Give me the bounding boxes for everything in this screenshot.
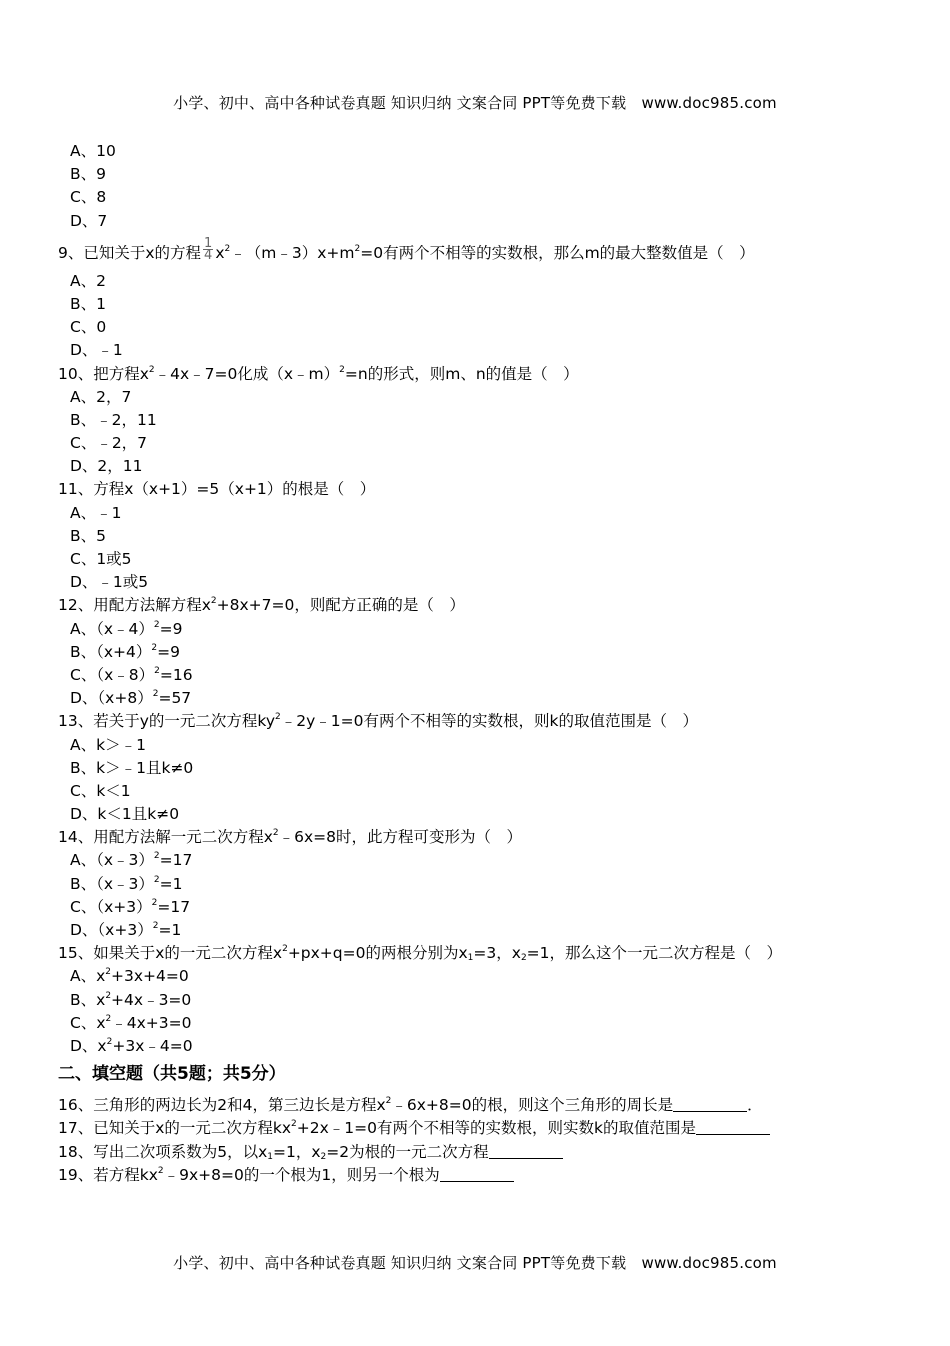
q19-text-a: 19、若方程kx xyxy=(58,1165,158,1184)
option-pre: D、（x+3） xyxy=(70,921,153,939)
q9-option-a: A、2 xyxy=(70,271,106,290)
q14-option-c xyxy=(58,896,898,919)
q11-option-a: A、﹣1 xyxy=(70,503,122,522)
q13-text-a: 13、若关于y的一元二次方程ky xyxy=(58,712,275,731)
question-10 xyxy=(58,363,898,386)
q12-option-a xyxy=(58,618,898,641)
q18-text-b: =1，x xyxy=(273,1142,321,1161)
option-sup: 2 xyxy=(153,619,160,630)
option-sup: 2 xyxy=(105,990,112,1001)
q12-text-a: 12、用配方法解方程x xyxy=(58,596,211,615)
question-17 xyxy=(58,1117,898,1140)
q9-suffix: =0有两个不相等的实数根，那么m的最大整数值是（ ） xyxy=(360,243,755,262)
q16-end: ． xyxy=(747,1096,763,1115)
q9-x: x xyxy=(215,243,225,262)
q10-option-b: B、﹣2，11 xyxy=(70,410,157,429)
q10-text-a: 10、把方程x xyxy=(58,364,149,383)
question-12 xyxy=(58,594,898,617)
option-post: ﹣4x+3=0 xyxy=(111,1013,192,1032)
option-sup: 2 xyxy=(151,642,158,653)
option-post: =9 xyxy=(159,619,183,638)
page-header: 小学、初中、高中各种试卷真题 知识归纳 文案合同 PPT等免费下载 www.doc985.com xyxy=(173,94,777,112)
option-post: +4x﹣3=0 xyxy=(111,990,192,1009)
option-post: =17 xyxy=(159,851,193,870)
q11-option-b: B、5 xyxy=(70,526,106,545)
question-16 xyxy=(58,1094,898,1117)
q16-text-a: 16、三角形的两边长为2和4，第三边长是方程x xyxy=(58,1096,386,1115)
q9-sup2: 2 xyxy=(354,243,361,254)
option-pre: C、（x+3） xyxy=(70,897,152,916)
question-14 xyxy=(58,826,898,849)
option-pre: C、x xyxy=(70,1013,106,1032)
option-post: =9 xyxy=(157,642,180,661)
q11-option-d: D、﹣1或5 xyxy=(70,573,149,592)
q9-option-b: B、1 xyxy=(70,294,106,313)
q14-text-b: ﹣6x=8时，此方程可变形为（ ） xyxy=(278,828,523,847)
question-13 xyxy=(58,710,898,733)
option-pre: B、（x+4） xyxy=(70,642,152,661)
q18-text-c: =2为根的一元二次方程 xyxy=(326,1142,489,1161)
q17-text-b: +2x﹣1=0有两个不相等的实数根，则实数k的取值范围是 xyxy=(296,1119,696,1138)
q15-text-a: 15、如果关于x的一元二次方程x xyxy=(58,944,283,963)
q10-sup2: 2 xyxy=(339,364,345,375)
option-sup: 2 xyxy=(105,967,112,978)
q11-option-c: C、1或5 xyxy=(70,550,132,568)
q10-option-d: D、2，11 xyxy=(70,457,143,476)
q12-option-d xyxy=(58,687,898,710)
option-post: =1 xyxy=(159,874,183,893)
option-sup: 2 xyxy=(151,897,158,908)
q10-text-c: =n的形式，则m、n的值是（ ） xyxy=(344,364,579,383)
q12-sup1: 2 xyxy=(210,596,217,607)
q19-sup1: 2 xyxy=(157,1165,164,1176)
q13-option-a: A、k＞﹣1 xyxy=(70,735,146,754)
option-post: =16 xyxy=(159,665,193,684)
answer-blank[interactable] xyxy=(673,1096,747,1112)
q10-option-a: A、2，7 xyxy=(70,387,132,406)
option-sup: 2 xyxy=(105,1013,112,1024)
option-pre: A、（x﹣3） xyxy=(70,851,154,870)
q9-prefix: 9、已知关于x的方程 xyxy=(58,243,202,262)
q15-option-c xyxy=(58,1012,898,1035)
question-content xyxy=(58,140,898,1187)
q13-option-d: D、k＜1且k≠0 xyxy=(70,805,180,824)
q8-option-b: B、9 xyxy=(70,165,106,184)
q18-sub1: 1 xyxy=(267,1151,273,1162)
question-19 xyxy=(58,1164,898,1187)
q10-text-b: ﹣4x﹣7=0化成（x﹣m） xyxy=(154,364,340,383)
q8-option-a: A、10 xyxy=(70,142,116,160)
page-footer: 小学、初中、高中各种试卷真题 知识归纳 文案合同 PPT等免费下载 www.doc985.com xyxy=(173,1254,777,1272)
q10-sup1: 2 xyxy=(148,364,155,375)
option-post: =17 xyxy=(157,897,191,916)
q15-sub1: 1 xyxy=(467,953,474,964)
q14-option-a xyxy=(58,849,898,872)
fraction-denominator: 4 xyxy=(204,247,213,263)
option-post: +3x﹣4=0 xyxy=(112,1036,193,1055)
q12-option-b xyxy=(58,641,898,664)
answer-blank[interactable] xyxy=(696,1119,770,1135)
q14-option-b xyxy=(58,873,898,896)
q18-sub2: 2 xyxy=(320,1151,327,1162)
q16-text-b: ﹣6x+8=0的根，则这个三角形的周长是 xyxy=(391,1096,674,1115)
option-post: =1 xyxy=(158,921,182,939)
q9-middle: ﹣（m﹣3）x+m xyxy=(230,243,355,262)
section-heading: 二、填空题（共5题；共5分） xyxy=(58,1064,286,1085)
option-sup: 2 xyxy=(152,921,159,931)
q15-text-b: +px+q=0的两根分别为x xyxy=(287,944,468,963)
q15-sub2: 2 xyxy=(520,953,527,964)
q15-option-d xyxy=(58,1035,898,1058)
question-11: 11、方程x（x+1）=5（x+1）的根是（ ） xyxy=(58,480,376,499)
answer-blank[interactable] xyxy=(489,1143,563,1159)
q12-text-b: +8x+7=0，则配方正确的是（ ） xyxy=(216,596,465,615)
q13-text-b: ﹣2y﹣1=0有两个不相等的实数根，则k的取值范围是（ ） xyxy=(280,712,698,731)
q15-sup1: 2 xyxy=(282,944,288,955)
q18-text-a: 18、写出二次项系数为5，以x xyxy=(58,1142,268,1161)
q17-sup1: 2 xyxy=(291,1119,297,1130)
option-pre: D、x xyxy=(70,1036,107,1055)
q10-option-c: C、﹣2，7 xyxy=(70,434,148,453)
option-pre: A、（x﹣4） xyxy=(70,619,154,638)
q15-option-a xyxy=(58,965,898,988)
q13-sup1: 2 xyxy=(275,712,281,723)
option-post: +3x+4=0 xyxy=(111,967,189,986)
option-pre: B、x xyxy=(70,990,106,1009)
option-pre: A、x xyxy=(70,967,106,986)
q15-text-d: =1，那么这个一元二次方程是（ ） xyxy=(526,944,783,963)
q15-option-b xyxy=(58,989,898,1012)
q13-option-c: C、k＜1 xyxy=(70,781,131,800)
option-pre: C、（x﹣8） xyxy=(70,665,155,684)
option-pre: D、（x+8） xyxy=(70,689,153,708)
q9-sup: 2 xyxy=(224,243,231,254)
fraction-quarter xyxy=(203,235,213,263)
question-18 xyxy=(58,1141,898,1164)
option-sup: 2 xyxy=(106,1036,113,1047)
q13-option-b: B、k＞﹣1且k≠0 xyxy=(70,758,194,777)
option-sup: 2 xyxy=(152,689,159,700)
q19-text-b: ﹣9x+8=0的一个根为1，则另一个根为 xyxy=(163,1165,440,1184)
option-post: =57 xyxy=(158,689,192,708)
q17-text-a: 17、已知关于x的一元二次方程kx xyxy=(58,1119,292,1138)
q14-option-d xyxy=(58,919,898,942)
option-sup: 2 xyxy=(153,851,160,862)
q12-option-c xyxy=(58,664,898,687)
question-15 xyxy=(58,942,898,965)
option-sup: 2 xyxy=(153,874,160,885)
q9-option-c: C、0 xyxy=(70,318,107,337)
q8-option-d: D、7 xyxy=(70,211,108,230)
answer-blank[interactable] xyxy=(440,1166,514,1182)
option-pre: B、（x﹣3） xyxy=(70,874,154,893)
question-9 xyxy=(58,237,898,270)
q14-text-a: 14、用配方法解一元二次方程x xyxy=(58,828,273,847)
q14-sup1: 2 xyxy=(272,828,279,839)
option-sup: 2 xyxy=(154,665,160,676)
q16-sup1: 2 xyxy=(385,1096,392,1107)
q8-option-c: C、8 xyxy=(70,188,107,207)
fraction-numerator: 1 xyxy=(204,235,213,251)
q15-text-c: =3，x xyxy=(473,944,521,963)
q9-option-d: D、﹣1 xyxy=(70,341,123,360)
